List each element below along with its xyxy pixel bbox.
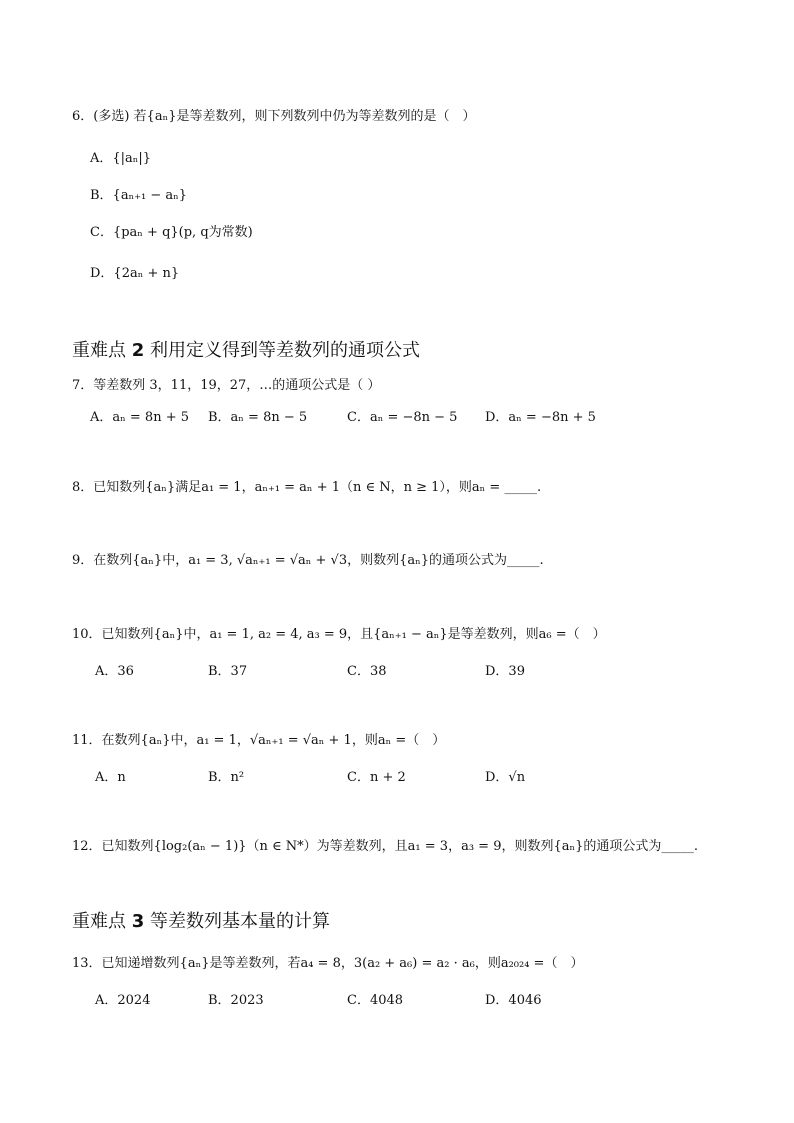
question-6-option-c: C．{paₙ + q}(p, q为常数): [90, 225, 253, 240]
question-8-stem: 8．已知数列{aₙ}满足a₁ = 1，aₙ₊₁ = aₙ + 1（n ∈ N，n ≥ 1），则aₙ = _____.: [72, 480, 542, 495]
question-7-option-d: D．aₙ = −8n + 5: [485, 410, 596, 425]
question-9-stem: 9．在数列{aₙ}中，a₁ = 3, √aₙ₊₁ = √aₙ + √3，则数列{aₙ}的通项公式为_____.: [72, 553, 544, 568]
question-6-option-a: A．{|aₙ|}: [90, 151, 152, 166]
question-6-option-d: D．{2aₙ + n}: [90, 266, 180, 281]
heading-2-number: 2: [131, 340, 145, 361]
question-7-stem: 7．等差数列 3，11，19，27，…的通项公式是（ ）: [72, 378, 381, 393]
question-7-option-a: A．aₙ = 8n + 5: [90, 410, 189, 425]
question-11-option-d: D．√n: [485, 770, 526, 785]
question-11-stem: 11．在数列{aₙ}中，a₁ = 1，√aₙ₊₁ = √aₙ + 1，则aₙ =（ ）: [72, 733, 446, 748]
question-11-option-a: A．n: [95, 770, 126, 785]
heading-3-prefix: 重难点: [72, 911, 132, 932]
question-13-option-c: C．4048: [347, 993, 404, 1008]
question-10-option-b: B．37: [208, 664, 248, 679]
question-10-stem: 10．已知数列{aₙ}中，a₁ = 1, a₂ = 4, a₃ = 9，且{aₙ₊₁ − aₙ}是等差数列，则a₆ =（ ）: [72, 627, 606, 642]
heading-2-prefix: 重难点: [72, 340, 132, 361]
question-10-option-d: D．39: [485, 664, 525, 679]
section-heading-2: [72, 339, 420, 363]
question-12-stem: 12．已知数列{log₂(aₙ − 1)}（n ∈ N*）为等差数列，且a₁ = 3，a₃ = 9，则数列{aₙ}的通项公式为_____.: [72, 839, 699, 854]
heading-3-text: 等差数列基本量的计算: [144, 911, 330, 932]
question-13-option-b: B．2023: [208, 993, 264, 1008]
question-7-option-c: C．aₙ = −8n − 5: [347, 410, 458, 425]
question-10-option-c: C．38: [347, 664, 387, 679]
question-13-option-a: A．2024: [95, 993, 151, 1008]
question-6-stem: 6．(多选) 若{aₙ}是等差数列，则下列数列中仍为等差数列的是（ ）: [72, 109, 476, 124]
question-13-option-d: D．4046: [485, 993, 542, 1008]
heading-2-text: 利用定义得到等差数列的通项公式: [144, 340, 420, 361]
heading-3-number: 3: [131, 911, 145, 932]
question-11-option-c: C．n + 2: [347, 770, 406, 785]
question-6-option-b: B．{aₙ₊₁ − aₙ}: [90, 188, 188, 203]
question-11-option-b: B．n²: [208, 770, 245, 785]
question-10-option-a: A．36: [95, 664, 134, 679]
question-7-option-b: B．aₙ = 8n − 5: [208, 410, 308, 425]
section-heading-3: [72, 910, 330, 934]
question-13-stem: 13．已知递增数列{aₙ}是等差数列，若a₄ = 8，3(a₂ + a₆) = a₂ · a₆，则a₂₀₂₄ =（ ）: [72, 956, 584, 971]
